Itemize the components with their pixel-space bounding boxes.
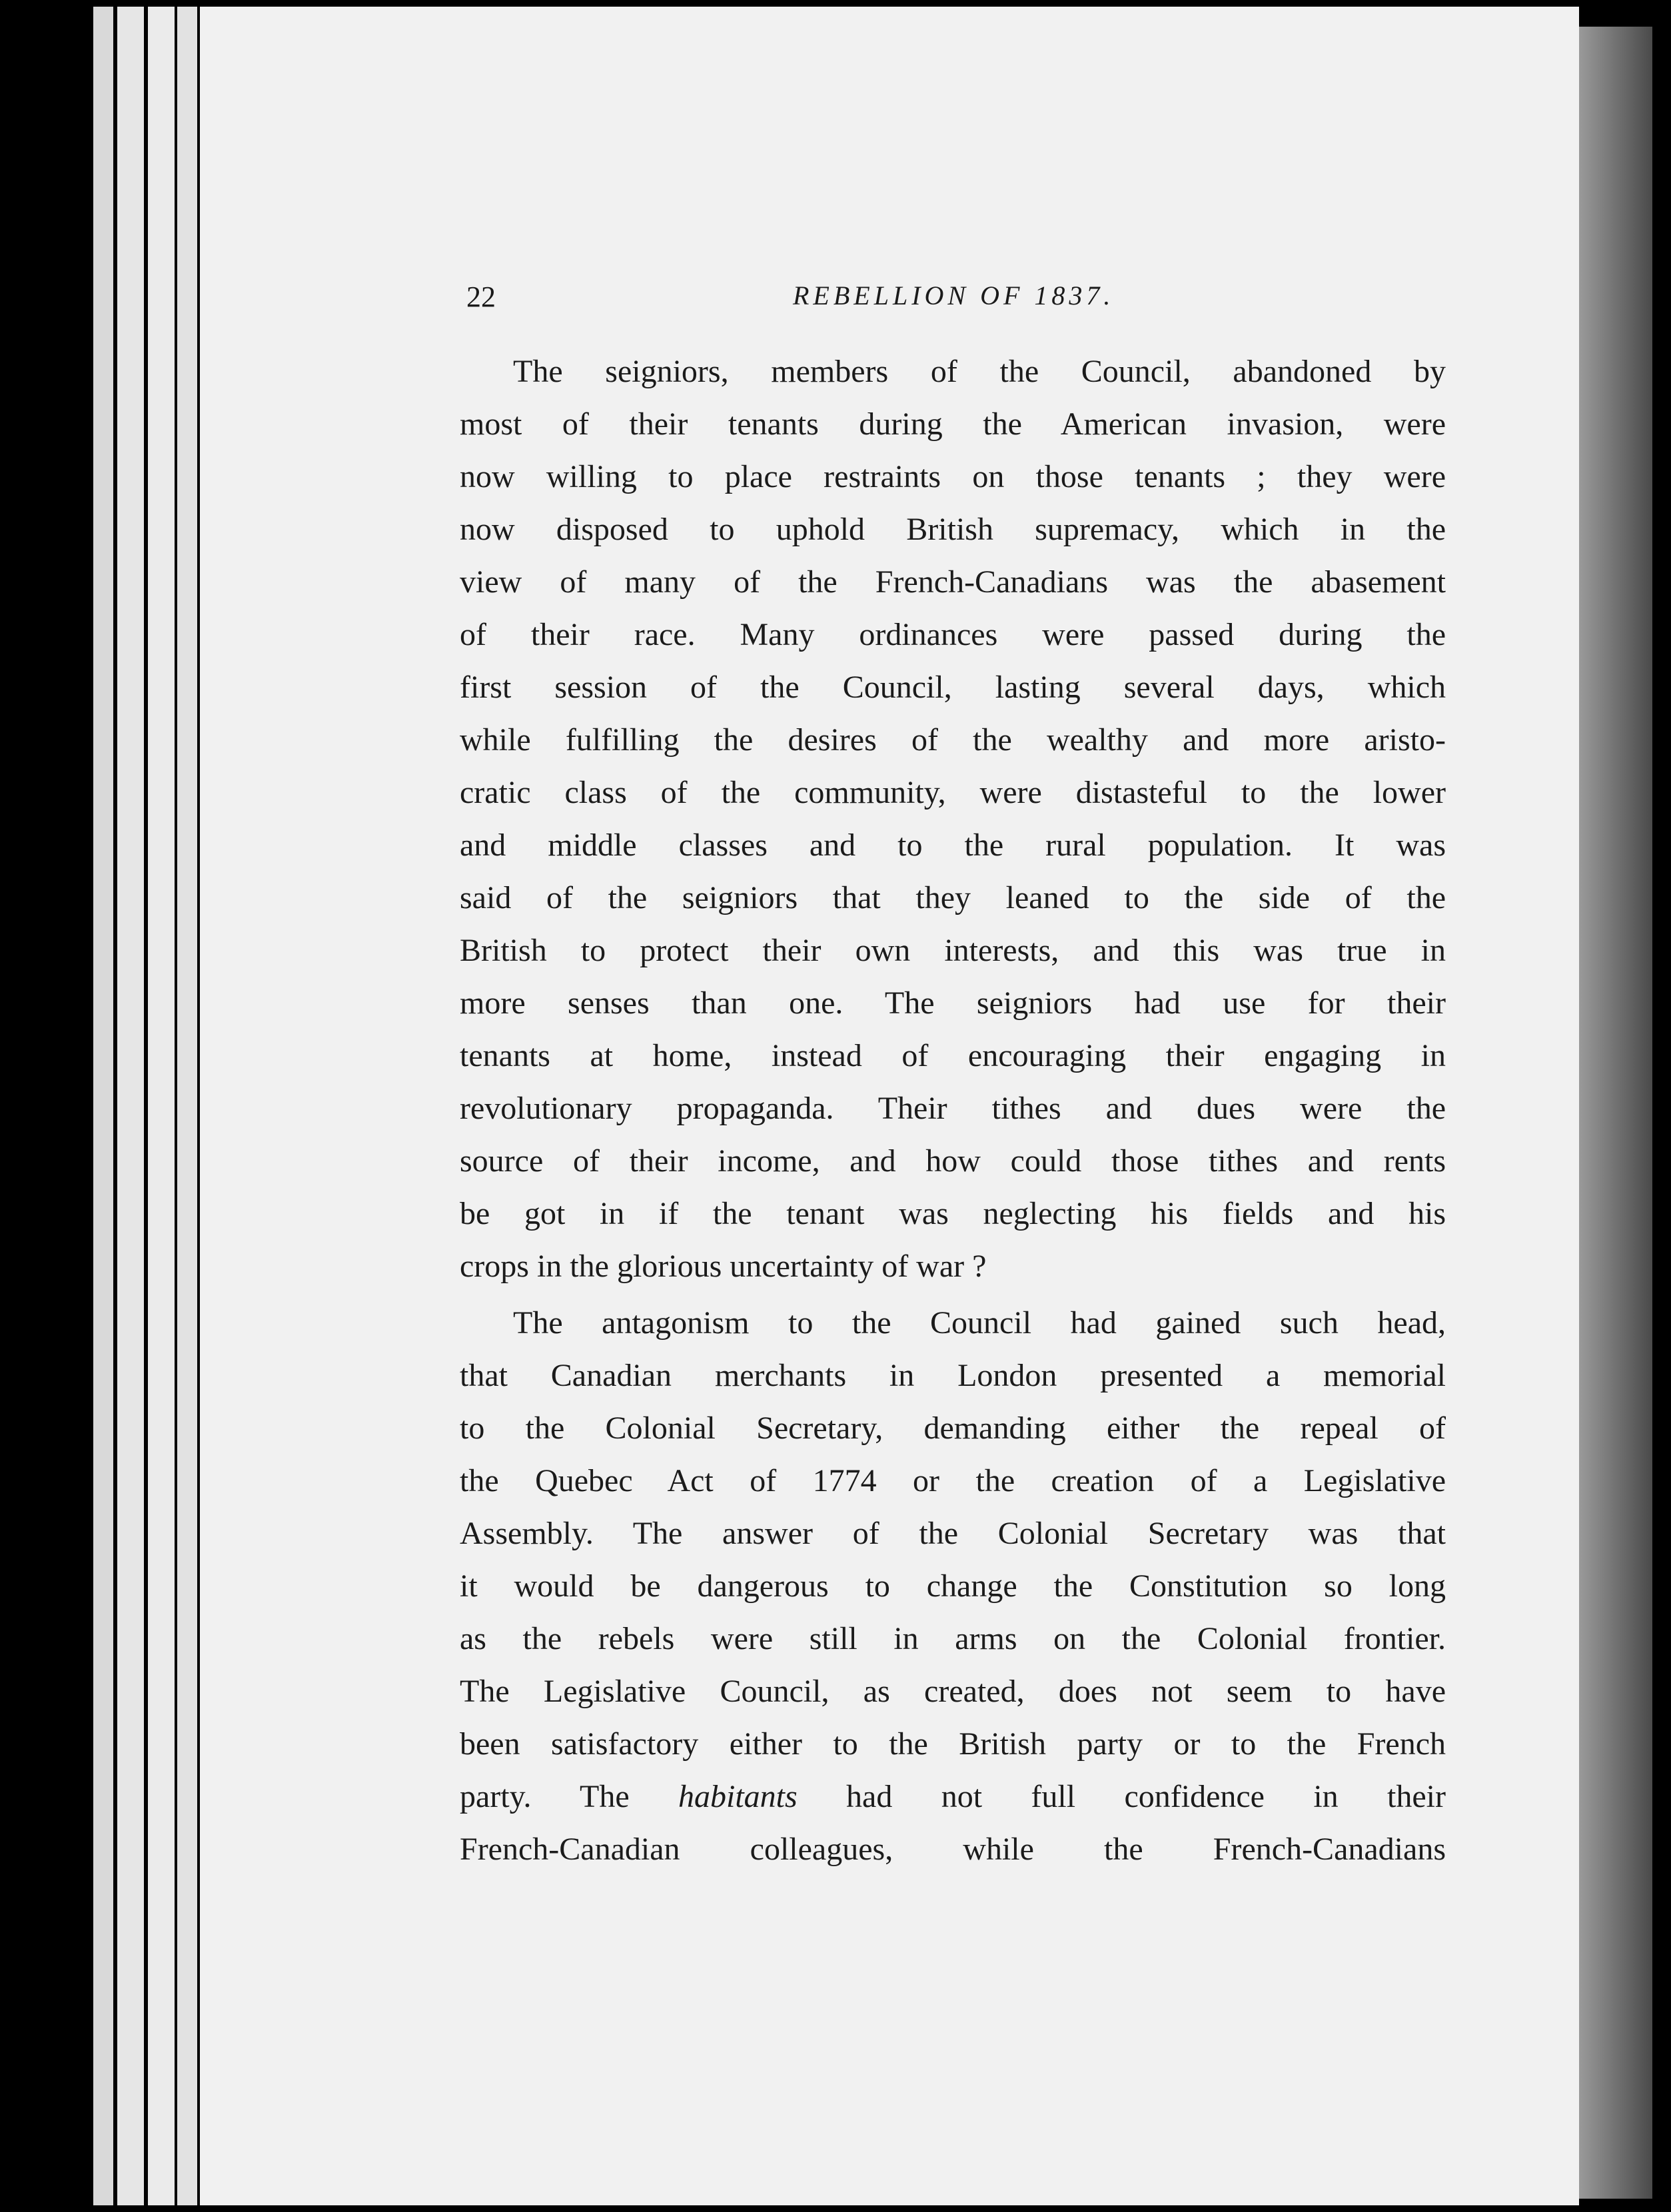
text-line: most of their tenants during the American invasion, were xyxy=(460,406,1446,442)
body-text xyxy=(460,345,1446,1876)
text-line: been satisfactory either to the British party or to the French xyxy=(460,1726,1446,1762)
text-line: as the rebels were still in arms on the Colonial frontier. xyxy=(460,1621,1446,1656)
paragraph-2 xyxy=(460,1297,1446,1876)
page-number: 22 xyxy=(466,280,496,313)
page-edge xyxy=(117,7,144,2205)
text-line: revolutionary propaganda. Their tithes and dues were the xyxy=(460,1091,1446,1126)
italic-term: habitants xyxy=(678,1779,798,1814)
text-line: view of many of the French-Canadians was the abasement xyxy=(460,564,1446,600)
text-segment: had not full confidence in their xyxy=(797,1779,1446,1814)
text-line: The seigniors, members of the Council, abandoned by xyxy=(513,354,1446,389)
text-line: tenants at home, instead of encouraging their engaging in xyxy=(460,1038,1446,1073)
text-line: Assembly. The answer of the Colonial Secretary was that xyxy=(460,1516,1446,1551)
text-line: now disposed to uphold British supremacy, which in the xyxy=(460,512,1446,547)
binding-shadow xyxy=(1579,27,1652,2199)
text-line: crops in the glorious uncertainty of war ? xyxy=(460,1249,987,1284)
text-line: to the Colonial Secretary, demanding either the repeal of xyxy=(460,1410,1446,1446)
text-line: of their race. Many ordinances were passed during the xyxy=(460,617,1446,652)
text-segment: party. The xyxy=(460,1779,678,1814)
page-header xyxy=(466,280,1446,320)
text-line: first session of the Council, lasting several days, which xyxy=(460,670,1446,705)
text-line: and middle classes and to the rural population. It was xyxy=(460,828,1446,863)
text-line-with-italic xyxy=(460,1770,1446,1823)
text-line: French-Canadian colleagues, while the French-Canadians xyxy=(460,1832,1446,1867)
text-line: now willing to place restraints on those tenants ; they were xyxy=(460,459,1446,494)
text-line: while fulfilling the desires of the wealthy and more aristo- xyxy=(460,722,1446,758)
text-line: British to protect their own interests, and this was true in xyxy=(460,933,1446,968)
text-line: The Legislative Council, as created, does not seem to have xyxy=(460,1674,1446,1709)
paragraph-1 xyxy=(460,345,1446,1293)
text-line: that Canadian merchants in London presented a memorial xyxy=(460,1358,1446,1393)
page-edge xyxy=(148,7,175,2205)
text-line: cratic class of the community, were distasteful to the lower xyxy=(460,775,1446,810)
running-title: REBELLION OF 1837. xyxy=(793,280,1115,310)
page-edge xyxy=(177,7,197,2205)
text-line: more senses than one. The seigniors had use for their xyxy=(460,985,1446,1021)
text-line: be got in if the tenant was neglecting his fields and his xyxy=(460,1196,1446,1231)
page-edge xyxy=(93,7,113,2205)
text-line: it would be dangerous to change the Constitution so long xyxy=(460,1568,1446,1604)
text-line: said of the seigniors that they leaned to the side of the xyxy=(460,880,1446,915)
text-line: the Quebec Act of 1774 or the creation of a Legislative xyxy=(460,1463,1446,1498)
text-line: The antagonism to the Council had gained such head, xyxy=(513,1305,1446,1341)
text-line: source of their income, and how could those tithes and rents xyxy=(460,1143,1446,1179)
